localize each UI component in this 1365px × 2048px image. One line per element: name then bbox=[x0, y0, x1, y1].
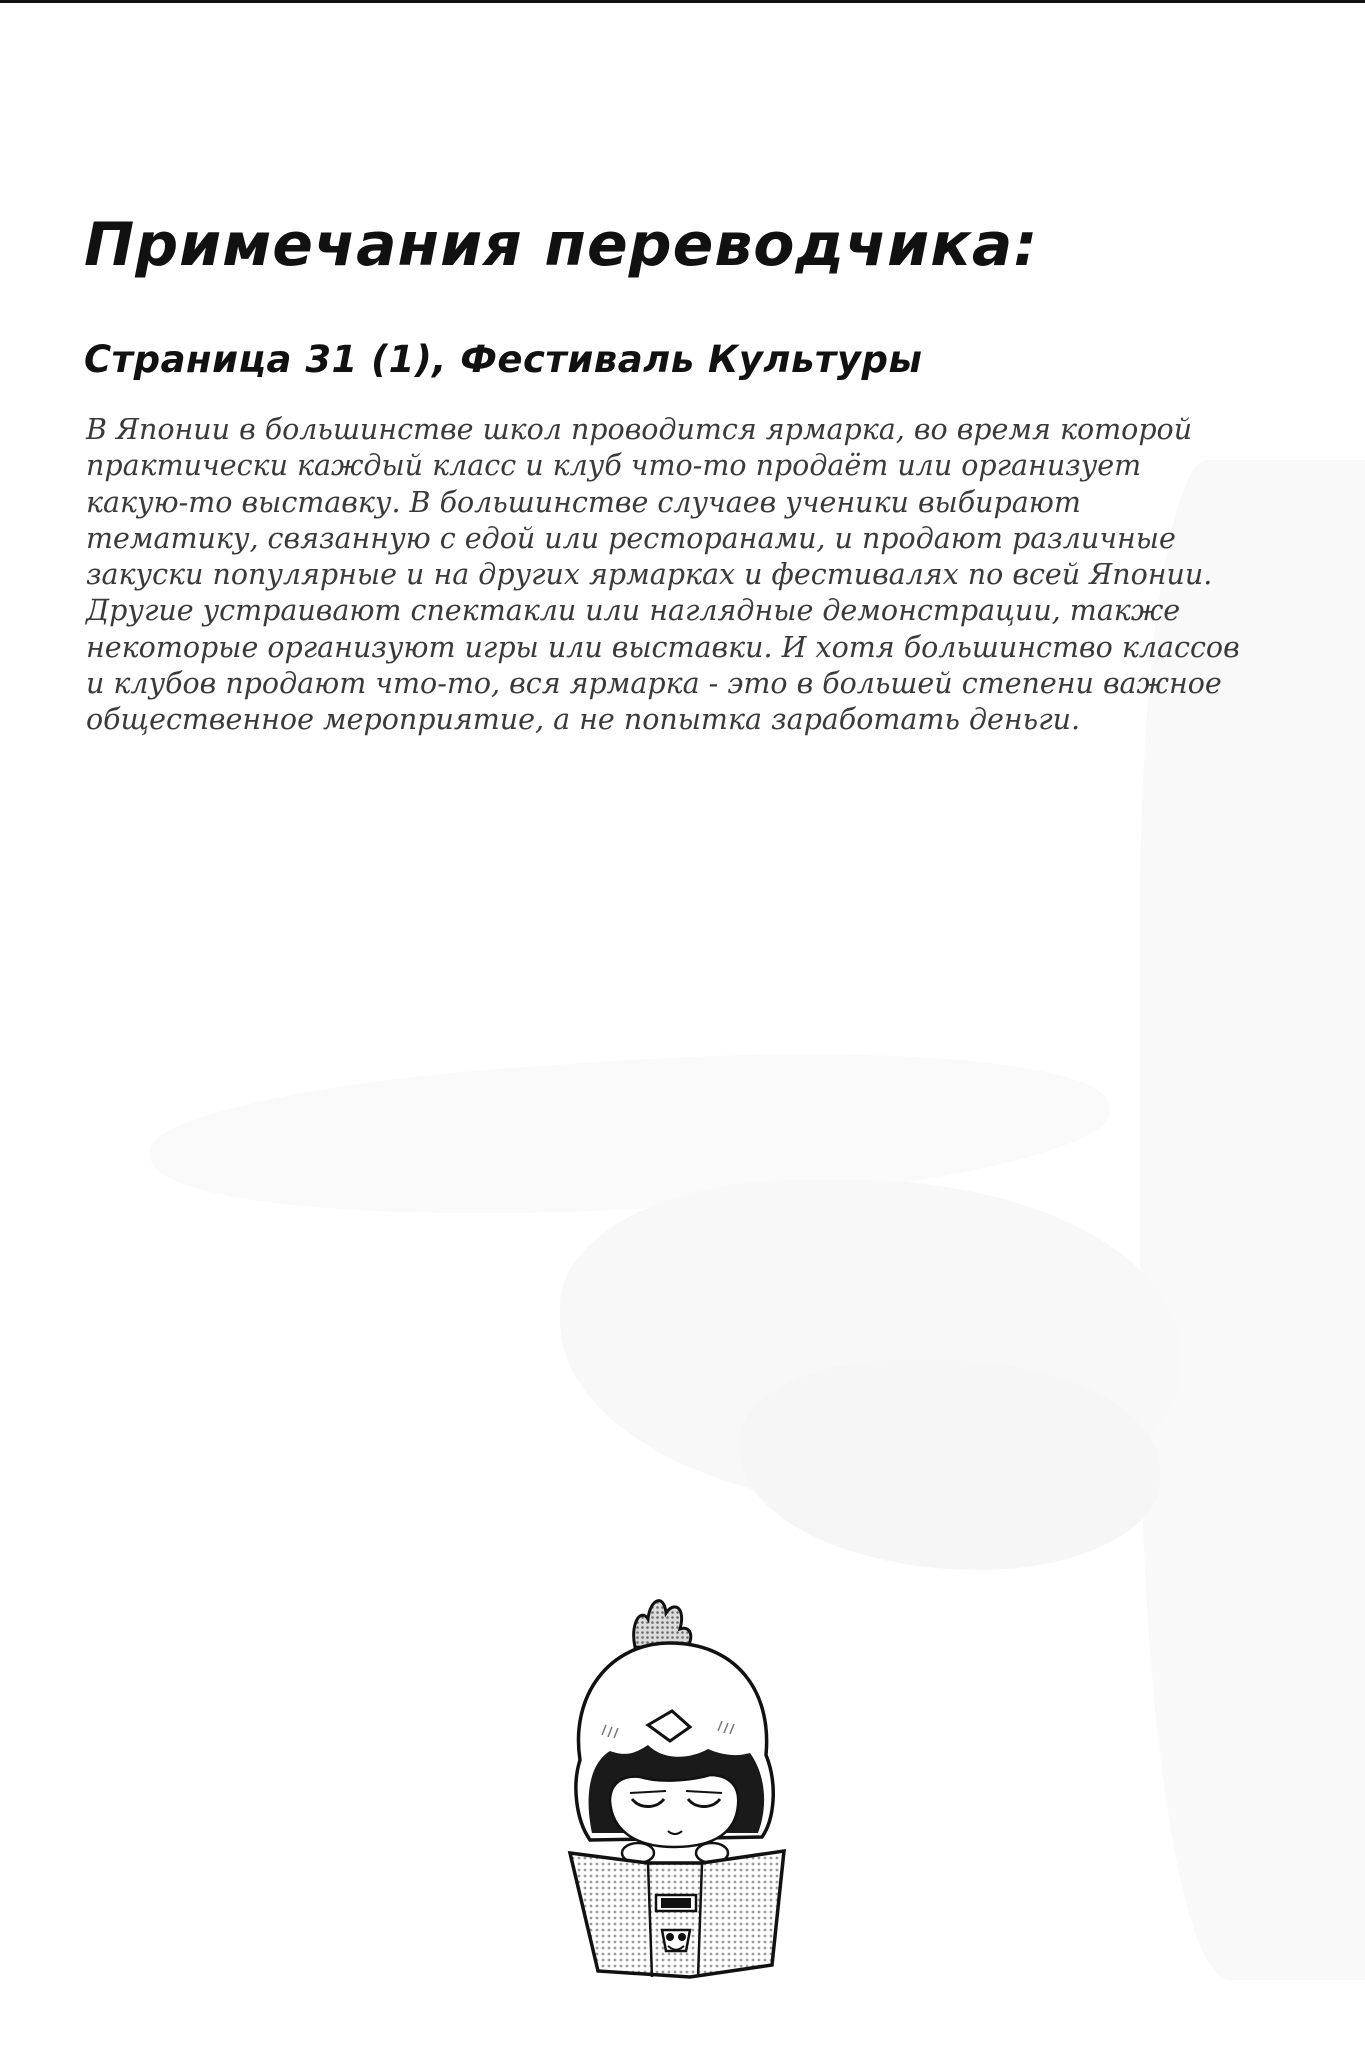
paragraph-line: закуски популярные и на других ярмарках и фестивалях по всей Японии. bbox=[86, 558, 1213, 592]
paragraph-line: практически каждый класс и клуб что-то продаёт или организует bbox=[86, 449, 1142, 483]
paragraph-line: общественное мероприятие, а не попытка заработать деньги. bbox=[86, 703, 1081, 737]
paragraph-line: какую-то выставку. В большинстве случаев ученики выбирают bbox=[86, 485, 1081, 519]
paragraph-line: В Японии в большинстве школ проводится ярмарка, во время которой bbox=[86, 413, 1193, 446]
top-border-rule bbox=[0, 0, 1365, 3]
page-title: Примечания переводчика: bbox=[84, 210, 1039, 280]
paragraph-line: некоторые организуют игры или выставки. И хотя большинство классов bbox=[86, 630, 1240, 664]
section-title: Страница 31 (1), Фестиваль Культуры bbox=[84, 338, 923, 381]
paragraph-line: и клубов продают что-то, вся ярмарка - это в большей степени важное bbox=[86, 667, 1222, 701]
paragraph-line: Другие устраивают спектакли или наглядные демонстрации, также bbox=[86, 594, 1181, 628]
translator-note-paragraph bbox=[86, 412, 1316, 739]
chibi-chicken-costume-character-icon bbox=[540, 1585, 840, 1980]
paragraph-line: тематику, связанную с едой или ресторанами, и продают различные bbox=[86, 521, 1176, 555]
